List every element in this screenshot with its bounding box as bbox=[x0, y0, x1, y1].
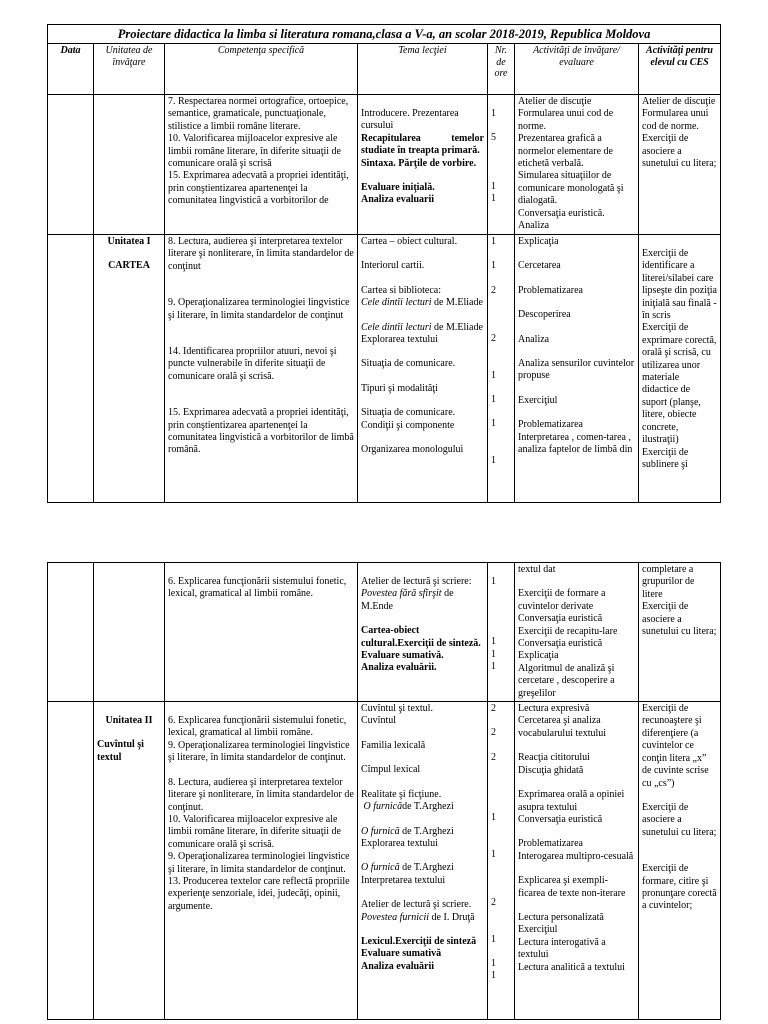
hours-value: 1 bbox=[491, 369, 496, 381]
book-author: de M.Ende bbox=[361, 588, 454, 612]
activity-text: Interogarea multipro-cesuală bbox=[518, 850, 634, 862]
activity-text: textul dat bbox=[518, 564, 556, 575]
activity-text: Explicaţia bbox=[518, 236, 559, 247]
activity-text: Conversaţia euristică bbox=[518, 813, 603, 825]
hours-value: 1 bbox=[491, 933, 496, 945]
hours-value: 1 bbox=[491, 454, 496, 466]
activity-text: Prezentarea grafică a normelor elementare de etichetă verbală. bbox=[518, 133, 613, 170]
book-title: O furnică bbox=[363, 801, 403, 813]
activity-text: Problematizarea bbox=[518, 284, 583, 296]
ces-text: Exerciţii de formare, citire şi pronunţare corectă a cuvintelor; bbox=[642, 863, 717, 912]
topic-text: Lexicul.Exerciţii de sinteză bbox=[361, 935, 477, 947]
activity-text: Formularea unui cod de norme. bbox=[518, 108, 614, 132]
hours-value: 1 bbox=[491, 957, 496, 969]
activity-text: Conversaţia euristică. bbox=[518, 207, 605, 219]
header-data: Data bbox=[48, 44, 94, 95]
topic-text: Evaluare iniţială. bbox=[361, 182, 435, 194]
title-row bbox=[48, 25, 721, 44]
hours-value: 1 bbox=[491, 394, 496, 406]
table-row bbox=[48, 702, 721, 1020]
unit-name: Unitatea II bbox=[105, 715, 153, 727]
competence-text: 15. Exprimarea adecvată a propriei identităţi, prin conştientizarea apartenenţei la comunitatea lingvistică a vorbitorilor de limbă română. bbox=[168, 407, 354, 456]
activities-cell bbox=[515, 563, 639, 702]
topic-text: Situaţia de comunicare. bbox=[361, 407, 456, 419]
topic-text: Familia lexicală bbox=[361, 739, 426, 751]
hours-value: 1 bbox=[491, 108, 496, 119]
ces-cell bbox=[639, 702, 721, 1020]
activity-text: Algoritmul de analiză şi cercetare , descoperire a greşelilor bbox=[518, 662, 615, 699]
activity-text: Reacţia cititorului bbox=[518, 752, 590, 764]
unit-cell bbox=[94, 95, 165, 235]
book-author: de M.Eliade bbox=[431, 297, 483, 309]
activity-text: Lectura analitică a textului bbox=[518, 961, 625, 973]
activity-text: Cercetarea şi analiza vocabularului textului bbox=[518, 715, 607, 739]
book-author: de I. Druţă bbox=[429, 911, 475, 923]
hours-value: 2 bbox=[491, 333, 496, 345]
book-title: O furnică bbox=[361, 825, 400, 837]
ces-text: Exerciţii de exprimare corectă, orală şi scrisă, cu utilizarea unor materiale didactice de suport (planşe, litere, obiecte concrete, ilustraţii) bbox=[642, 322, 717, 446]
activity-text: Descoperirea bbox=[518, 309, 571, 321]
header-activities: Activităţi de învăţare/ evaluare bbox=[515, 44, 639, 95]
topic-text: Cîmpul lexical bbox=[361, 764, 421, 776]
hours-value: 1 bbox=[491, 193, 496, 205]
hours-value: 1 bbox=[491, 180, 496, 192]
ces-cell bbox=[639, 563, 721, 702]
planning-table-2 bbox=[47, 562, 721, 1020]
book-author: de T.Arghezi bbox=[402, 801, 454, 813]
activity-text: Analiza sensurilor cuvintelor bbox=[518, 358, 635, 370]
ces-text: Exerciţii de asociere a sunetului cu litera; bbox=[642, 601, 717, 638]
topic-text: Interpretarea textului bbox=[361, 874, 446, 886]
activity-text: Analiza bbox=[518, 333, 550, 345]
topic-text: Analiza evaluarii bbox=[361, 194, 435, 206]
topic-text: Cartea – obiect cultural. bbox=[361, 236, 458, 247]
ces-text: Exerciţii de asociere a sunetului cu litera; bbox=[642, 801, 717, 838]
competence-text: 15. Exprimarea adecvată a propriei identităţi, prin conştientizarea apartenenţei la comunitatea lingvistică a vorbitorilor de bbox=[168, 170, 349, 207]
ces-text: Exerciţii de sublinere şi bbox=[642, 446, 689, 470]
competence-text: 14. Identificarea propriilor atuuri, nevoi şi puncte vulnerabile în diferite situaţii de comunicare orală şi scrisă. bbox=[168, 346, 337, 382]
header-hours: Nr. de ore bbox=[488, 44, 515, 95]
topic-cell bbox=[358, 235, 488, 503]
ces-text: Atelier de discuţie bbox=[642, 96, 716, 107]
topic-text: Atelier de lectură şi scriere. bbox=[361, 899, 472, 911]
activity-text: Simularea situaţiilor de comunicare monologată şi dialogată. bbox=[518, 170, 624, 207]
competence-text: 8. Lectura, audierea şi interpretarea textelor literare şi nonliterare, în limita standardelor de conţinut bbox=[168, 236, 354, 272]
activity-text: Discuţia ghidată bbox=[518, 764, 584, 776]
competence-text: 8. Lectura, audierea şi interpretarea textelor literare şi nonliterare, în limita standardelor de conţinut. bbox=[168, 776, 354, 813]
ces-text: Formularea unui cod de norme. bbox=[642, 108, 709, 132]
book-title: Povestea fără sfîrşit bbox=[361, 588, 442, 600]
activity-text: Exerciţii de formare a cuvintelor derivate bbox=[518, 588, 606, 612]
unit-cell bbox=[94, 563, 165, 702]
activity-text: Conversaţia euristică bbox=[518, 638, 603, 650]
topic-text: Atelier de lectură şi scriere: bbox=[361, 576, 472, 587]
activity-text: Explicarea şi exempli-ficarea de texte non-iterare bbox=[518, 875, 626, 899]
date-cell bbox=[48, 95, 94, 235]
topic-cell bbox=[358, 702, 488, 1020]
book-title: Cele dintîi lecturi bbox=[361, 321, 432, 333]
competence-cell bbox=[165, 95, 358, 235]
activity-text: Exerciţiul bbox=[518, 394, 558, 406]
unit-cell bbox=[94, 235, 165, 503]
hours-value: 1 bbox=[491, 418, 496, 430]
hours-value: 2 bbox=[491, 751, 496, 763]
topic-cell bbox=[358, 95, 488, 235]
activity-text: Lectura personalizată bbox=[518, 911, 604, 923]
activity-text: Cercetarea bbox=[518, 260, 561, 272]
activity-text: Problematizarea bbox=[518, 838, 583, 850]
book-author: de T.Arghezi bbox=[399, 862, 454, 874]
ces-text: Exerciţii de asociere a sunetului cu litera; bbox=[642, 133, 717, 170]
hours-value: 1 bbox=[491, 636, 496, 648]
table-row bbox=[48, 95, 721, 235]
header-unit: Unitatea de învăţare bbox=[94, 44, 165, 95]
activities-cell bbox=[515, 235, 639, 503]
book-title: Povestea furnicii bbox=[361, 911, 430, 923]
topic-text: Tipuri şi modalităţi bbox=[361, 382, 438, 394]
header-ces: Activităţi pentru elevul cu CES bbox=[639, 44, 721, 95]
date-cell bbox=[48, 702, 94, 1020]
book-author: de M.Eliade bbox=[431, 321, 483, 333]
activity-text: Exerciţii de recapitu-lare bbox=[518, 625, 618, 637]
hours-value: 1 bbox=[491, 848, 496, 860]
hours-value: 2 bbox=[491, 897, 496, 909]
hours-value: 2 bbox=[491, 284, 496, 296]
planning-table-part-2 bbox=[47, 562, 720, 1020]
ces-text: completare a grupurilor de litere bbox=[642, 564, 695, 600]
unit-title: Cuvîntul şi textul bbox=[97, 739, 144, 763]
competence-text: 10. Valorificarea mijloacelor expresive ale limbii române literare, în diferite situaţii de comunicare orală şi scrisă. bbox=[168, 813, 341, 850]
topic-text: Cartea si biblioteca: bbox=[361, 284, 441, 296]
book-title: O furnică bbox=[361, 862, 400, 874]
competence-text: 7. Respectarea normei ortografice, ortoepice, semantice, gramaticale, punctuaţionale, stilistice a limbii române literare. bbox=[168, 96, 349, 132]
unit-name: Unitatea I bbox=[107, 236, 151, 247]
ces-cell bbox=[639, 235, 721, 503]
hours-cell bbox=[488, 95, 515, 235]
competence-text: 10. Valorificarea mijloacelor expresive ale limbii române literare, în diferite situaţii de comunicare orală şi scrisă bbox=[168, 133, 341, 170]
hours-value: 1 bbox=[491, 260, 496, 272]
header-row bbox=[48, 44, 721, 95]
topic-text: Cuvîntul şi textul. bbox=[361, 703, 433, 715]
topic-text: Explorarea textului bbox=[361, 837, 438, 849]
activities-cell bbox=[515, 702, 639, 1020]
activity-text: Exerciţiul bbox=[518, 924, 558, 936]
activity-text: Analiza bbox=[518, 220, 550, 232]
hours-cell bbox=[488, 702, 515, 1020]
topic-text: Introducere. Prezentarea cursului bbox=[361, 108, 459, 132]
competence-text: 9. Operaţionalizarea terminologiei lingvistice şi literare, în limita standardelor de conţinut. bbox=[168, 851, 350, 875]
competence-text: 6. Explicarea funcţionării sistemului fonetic, lexical, gramatical al limbii române. bbox=[168, 576, 347, 600]
planning-table-part-1 bbox=[47, 24, 720, 503]
competence-text: 6. Explicarea funcţionării sistemului fonetic, lexical, gramatical al limbii române. bbox=[168, 715, 347, 739]
ces-text: Exerciţii de identificare a literei/silabei care lipseşte din poziţia iniţială sau finală - în scris bbox=[642, 248, 717, 322]
topic-text: Situaţia de comunicare. bbox=[361, 358, 456, 370]
competence-text: 13. Producerea textelor care reflectă propriile experienţe senzoriale, idei, judecăţi, opinii, argumente. bbox=[168, 875, 350, 912]
topic-text: Explorarea textului bbox=[361, 334, 438, 346]
date-cell bbox=[48, 563, 94, 702]
competence-cell bbox=[165, 563, 358, 702]
hours-value: 1 bbox=[491, 812, 496, 824]
topic-text: Condiţii şi componente bbox=[361, 419, 455, 431]
hours-value: 1 bbox=[491, 970, 496, 982]
activity-text: Explicaţia bbox=[518, 650, 559, 662]
unit-title: CARTEA bbox=[108, 260, 150, 272]
hours-cell bbox=[488, 563, 515, 702]
planning-table-1 bbox=[47, 24, 721, 503]
hours-value: 1 bbox=[491, 576, 496, 587]
date-cell bbox=[48, 235, 94, 503]
activity-text: analiza faptelor de limbă din bbox=[518, 444, 633, 456]
table-row bbox=[48, 563, 721, 702]
activity-text: Interpretarea , comen-tarea , bbox=[518, 431, 631, 443]
activities-cell bbox=[515, 95, 639, 235]
activity-text: Conversaţia euristică bbox=[518, 613, 603, 625]
topic-text: Recapitularea temelor studiate în treapta primară. bbox=[361, 132, 484, 157]
ces-cell bbox=[639, 95, 721, 235]
topic-text: Analiza evaluării. bbox=[361, 662, 437, 674]
topic-text: Organizarea monologului bbox=[361, 444, 464, 456]
ces-text: Exerciţii de recunoaştere şi diferenţiere (a cuvintelor ce conţin litera „x” de cuvinte scrise cu „cs”) bbox=[642, 703, 709, 789]
competence-text: 9. Operaţionalizarea terminologiei lingvistice şi literare, în limita standardelor de conţinut bbox=[168, 297, 350, 321]
activity-text: Atelier de discuţie bbox=[518, 96, 592, 107]
competence-cell bbox=[165, 702, 358, 1020]
hours-value: 2 bbox=[491, 703, 496, 715]
topic-text: Interiorul cartii. bbox=[361, 260, 425, 272]
hours-value: 1 bbox=[491, 648, 496, 660]
hours-value: 1 bbox=[491, 236, 496, 247]
activity-text: Exprimarea orală a opiniei asupra textului bbox=[518, 789, 625, 813]
topic-text: Evaluare sumativă. bbox=[361, 650, 444, 662]
activity-text: Problematizarea bbox=[518, 419, 583, 431]
document-title: Proiectare didactica la limba si literatura romana,clasa a V-a, an scolar 2018-2019, Republica Moldova bbox=[48, 25, 721, 44]
topic-text: Evaluare sumativă bbox=[361, 948, 442, 960]
book-title: Cele dintîi lecturi bbox=[361, 297, 432, 309]
hours-cell bbox=[488, 235, 515, 503]
topic-text: Cuvîntul bbox=[361, 715, 397, 727]
hours-value: 2 bbox=[491, 727, 496, 739]
activity-text: Lectura interogativă a textului bbox=[518, 936, 606, 961]
competence-text: 9. Operaţionalizarea terminologiei lingvistice şi literare, în limita standardelor de conţinut. bbox=[168, 739, 350, 764]
unit-cell bbox=[94, 702, 165, 1020]
hours-value: 5 bbox=[491, 132, 496, 144]
topic-text: Realitate şi ficţiune. bbox=[361, 788, 442, 800]
activity-text: Lectura expresivă bbox=[518, 703, 590, 715]
header-topic: Tema lecţiei bbox=[358, 44, 488, 95]
topic-cell bbox=[358, 563, 488, 702]
topic-text: Cartea-obiect cultural.Exerciţii de sinteză. bbox=[361, 625, 481, 649]
activity-text: propuse bbox=[518, 370, 550, 382]
competence-cell bbox=[165, 235, 358, 503]
table-row bbox=[48, 235, 721, 503]
book-author: de T.Arghezi bbox=[399, 825, 454, 837]
hours-value: 1 bbox=[491, 661, 496, 673]
header-competence: Competenţa specifică bbox=[165, 44, 358, 95]
topic-text: Analiza evaluării bbox=[361, 960, 435, 972]
topic-text: Sintaxa. Părţile de vorbire. bbox=[361, 157, 477, 169]
